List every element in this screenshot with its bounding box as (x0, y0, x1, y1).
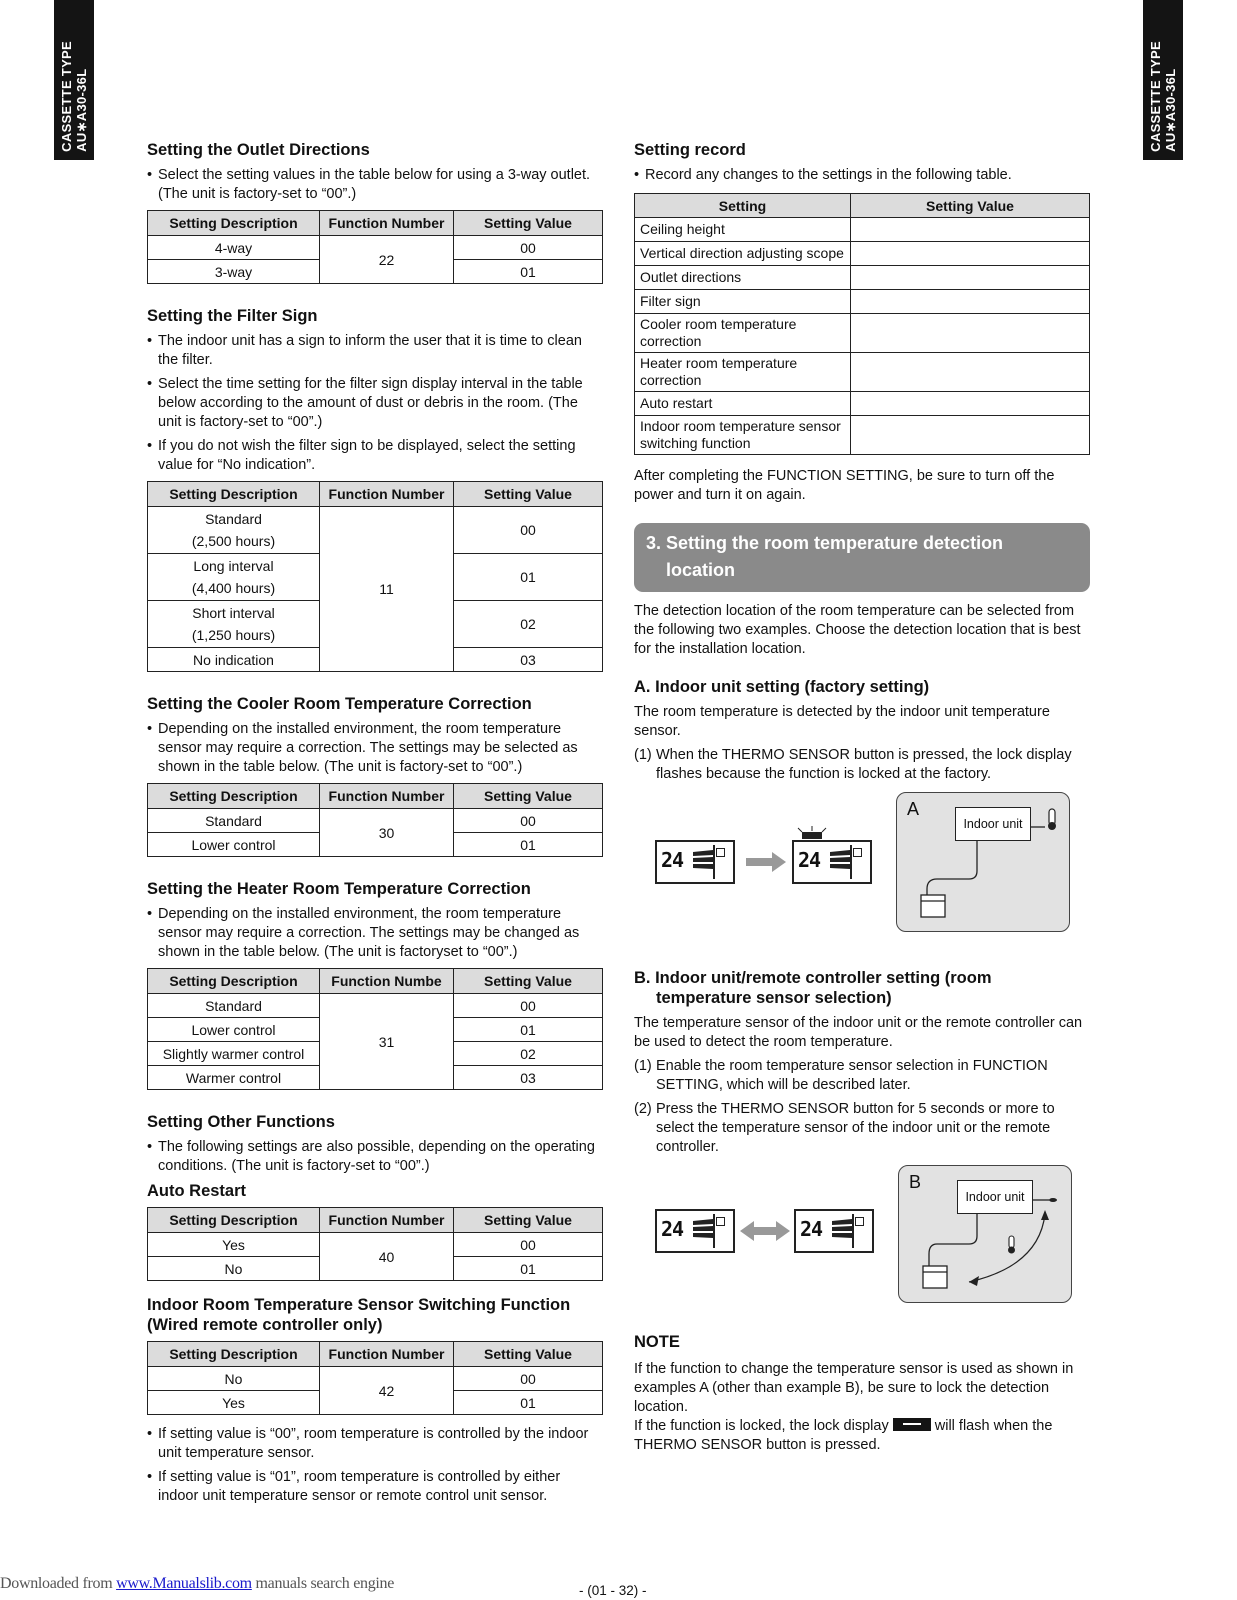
table-header: Function Numbe (320, 969, 454, 994)
arrow-both-icon (740, 1221, 790, 1241)
heater-table (147, 968, 603, 1090)
table-cell: 00 (454, 236, 603, 260)
bullet: • If setting value is “00”, room temperature is controlled by the indoor unit temperature sensor. (147, 1426, 589, 1461)
numbered-step: (1) Enable the room temperature sensor selection in FUNCTION SETTING, which will be described later. (634, 1058, 1048, 1093)
function-number: 30 (320, 809, 454, 857)
side-tab-text: CASSETTE TYPE AU∗A30-36L (1148, 41, 1178, 152)
fan-bars-icon (693, 1219, 713, 1239)
numbered-step: (2) Press the THERMO SENSOR button for 5 seconds or more to select the temperature sensor of the indoor unit or the remote controller. (634, 1101, 1055, 1155)
table-cell: 01 (454, 260, 603, 284)
table-cell: 02 (454, 1042, 603, 1066)
table-header: Function Number (320, 482, 454, 507)
section-title: Setting Other Functions (147, 1113, 335, 1131)
table-row (148, 994, 603, 1018)
table-header: Setting Value (454, 1208, 603, 1233)
fan-bars-icon (830, 850, 850, 870)
table-cell: Yes (148, 1391, 320, 1415)
table-row (635, 290, 1090, 314)
table-row (635, 416, 1090, 455)
lock-display-icon (893, 1418, 931, 1431)
remote-display-flash: 24 (794, 1209, 874, 1253)
table-cell: Indoor room temperature sensor switching function (635, 416, 851, 455)
sensor-switch-table (147, 1341, 603, 1415)
table-cell: Warmer control (148, 1066, 320, 1090)
bullet: • The following settings are also possible, depending on the operating conditions. (The unit is factory-set to “00”.) (147, 1139, 595, 1174)
table-cell: Standard (2,500 hours) (148, 507, 320, 554)
table-cell: 3-way (148, 260, 320, 284)
subsection-title: A. Indoor unit setting (factory setting) (634, 678, 930, 696)
section-title: Setting the Cooler Room Temperature Correction (147, 695, 532, 713)
wiring-icon (897, 793, 1071, 933)
cooler-table (147, 783, 603, 857)
table-cell: Standard (148, 994, 320, 1018)
bullet: • Depending on the installed environment, the room temperature sensor may require a correction. The settings may be changed as shown in the table below. (The unit is factoryset to “00”.) (147, 906, 580, 960)
table-cell: No (148, 1257, 320, 1281)
table-cell: Slightly warmer control (148, 1042, 320, 1066)
table-header: Setting Value (454, 784, 603, 809)
table-header: Function Number (320, 211, 454, 236)
right-column (634, 140, 1090, 1460)
table-cell: Standard (148, 809, 320, 833)
other-functions-section (147, 1112, 603, 1506)
table-row (148, 236, 603, 260)
function-number: 42 (320, 1367, 454, 1415)
table-header: Setting Value (454, 482, 603, 507)
table-cell: 01 (454, 833, 603, 857)
detection-location-section (634, 523, 1090, 1305)
table-header: Setting Description (148, 969, 320, 994)
table-header: Setting Description (148, 1208, 320, 1233)
table-cell: Filter sign (635, 290, 851, 314)
table-header: Setting Description (148, 482, 320, 507)
section-banner: 3. Setting the room temperature detection location (634, 523, 1090, 592)
table-cell: 00 (454, 994, 603, 1018)
table-header: Function Number (320, 784, 454, 809)
mode-icon (855, 1217, 864, 1226)
side-tab-right (1143, 0, 1183, 160)
body-text: The room temperature is detected by the indoor unit temperature sensor. (634, 704, 1050, 739)
table-cell: 03 (454, 1066, 603, 1090)
manualslib-link[interactable]: www.Manualslib.com (116, 1575, 252, 1592)
fan-bars-icon (832, 1219, 852, 1239)
table-cell: Lower control (148, 1018, 320, 1042)
remote-display: 24 (655, 840, 735, 884)
bullet: • Depending on the installed environment, the room temperature sensor may require a correction. The settings may be selected as shown in the table below. (The unit is factory-set to “00”.) (147, 721, 578, 775)
fan-bars-icon (693, 850, 713, 870)
table-cell: Cooler room temperature correction (635, 314, 851, 353)
table-row (635, 353, 1090, 392)
table-cell: 00 (454, 1233, 603, 1257)
table-header: Setting (635, 194, 851, 218)
mode-icon (716, 1217, 725, 1226)
bullet: • Record any changes to the settings in the following table. (634, 167, 1012, 183)
note-text: If the function to change the temperature sensor is used as shown in examples A (other than example B), be sure to lock the detection location. (634, 1361, 1074, 1415)
section-title: Setting the Filter Sign (147, 307, 318, 325)
record-value-cell (851, 218, 1090, 242)
body-text: The temperature sensor of the indoor unit or the remote controller can be used to detect the room temperature. (634, 1015, 1083, 1050)
subsection-title: Auto Restart (147, 1182, 247, 1200)
page-number: - (01 - 32) - (579, 1583, 647, 1598)
cooler-section (147, 694, 603, 857)
note-text: If the function is locked, the lock display will flash when the THERMO SENSOR button is pressed. (634, 1418, 1053, 1453)
table-cell: Lower control (148, 833, 320, 857)
side-tab-text: CASSETTE TYPE AU∗A30-36L (59, 41, 89, 152)
diagram-b (634, 1165, 1090, 1305)
function-number: 31 (320, 994, 454, 1090)
bullet: • Select the time setting for the filter sign display interval in the table below according to the amount of dust or debris in the room. (The unit is factory-set to “00”.) (147, 376, 583, 430)
bullet: • If you do not wish the filter sign to be displayed, select the setting value for “No indication”. (147, 438, 576, 473)
table-cell: No indication (148, 648, 320, 672)
table-cell: 00 (454, 507, 603, 554)
table-cell: Long interval (4,400 hours) (148, 554, 320, 601)
table-cell: No (148, 1367, 320, 1391)
outlet-section (147, 140, 603, 284)
table-cell: 4-way (148, 236, 320, 260)
table-header: Setting Value (851, 194, 1090, 218)
remote-display: 24 (655, 1209, 735, 1253)
table-cell: Auto restart (635, 392, 851, 416)
table-header: Setting Description (148, 211, 320, 236)
table-cell: Heater room temperature correction (635, 353, 851, 392)
function-number: 40 (320, 1233, 454, 1281)
subsection-title: Indoor Room Temperature Sensor Switching Function (Wired remote controller only) (147, 1296, 571, 1334)
function-number: 11 (320, 507, 454, 672)
table-row (635, 266, 1090, 290)
table-cell: 00 (454, 809, 603, 833)
lock-flash-icon (794, 826, 830, 844)
table-cell: 01 (454, 1391, 603, 1415)
mode-icon (716, 848, 725, 857)
record-note: After completing the FUNCTION SETTING, be sure to turn off the power and turn it on again. (634, 468, 1055, 503)
mode-icon (853, 848, 862, 857)
note-section (634, 1333, 1090, 1455)
side-tab-left (54, 0, 94, 160)
table-cell: 02 (454, 601, 603, 648)
record-value-cell (851, 353, 1090, 392)
download-footer: Downloaded from www.Manualslib.com manuals search engine (0, 1575, 395, 1592)
arrow-right-icon (746, 852, 786, 872)
indoor-unit-box: Indoor unit (955, 807, 1031, 841)
table-cell: 00 (454, 1367, 603, 1391)
bullet: • Select the setting values in the table below for using a 3-way outlet. (The unit is factory-set to “00”.) (147, 167, 591, 202)
table-cell: Short interval (1,250 hours) (148, 601, 320, 648)
table-row (635, 218, 1090, 242)
left-column (147, 140, 603, 1511)
bullet: • If setting value is “01”, room temperature is controlled by either indoor unit temperature sensor or remote control unit sensor. (147, 1469, 561, 1504)
outlet-table (147, 210, 603, 284)
section-title: Setting the Outlet Directions (147, 141, 370, 159)
auto-restart-table (147, 1207, 603, 1281)
table-row (635, 242, 1090, 266)
section-title: Setting the Heater Room Temperature Correction (147, 880, 531, 898)
table-header: Setting Value (454, 211, 603, 236)
function-number: 22 (320, 236, 454, 284)
indoor-unit-box: Indoor unit (957, 1180, 1033, 1214)
table-cell: 01 (454, 1257, 603, 1281)
table-cell: Yes (148, 1233, 320, 1257)
table-header: Function Number (320, 1208, 454, 1233)
record-value-cell (851, 266, 1090, 290)
heater-section (147, 879, 603, 1090)
table-header: Setting Value (454, 1342, 603, 1367)
record-value-cell (851, 416, 1090, 455)
table-row (635, 314, 1090, 353)
table-header: Function Number (320, 1342, 454, 1367)
setting-record-table (634, 193, 1090, 455)
table-cell: 01 (454, 554, 603, 601)
table-row (148, 1233, 603, 1257)
record-value-cell (851, 314, 1090, 353)
table-row (148, 1367, 603, 1391)
table-cell: Outlet directions (635, 266, 851, 290)
table-header: Setting Value (454, 969, 603, 994)
table-row (148, 809, 603, 833)
numbered-step: (1) When the THERMO SENSOR button is pressed, the lock display flashes because the function is locked at the factory. (634, 747, 1072, 782)
record-value-cell (851, 290, 1090, 314)
install-panel-a: A Indoor unit (896, 792, 1070, 932)
table-row (148, 507, 603, 554)
remote-display-locked: 24 (792, 840, 872, 884)
table-cell: 03 (454, 648, 603, 672)
subsection-title: B. Indoor unit/remote controller setting (room temperature sensor selection) (634, 969, 992, 1007)
filter-table (147, 481, 603, 672)
bullet: • The indoor unit has a sign to inform the user that it is time to clean the filter. (147, 333, 582, 368)
install-panel-b: B Indoor unit (898, 1165, 1072, 1303)
table-header: Setting Description (148, 784, 320, 809)
table-header: Setting Description (148, 1342, 320, 1367)
table-cell: Vertical direction adjusting scope (635, 242, 851, 266)
wiring-icon (899, 1166, 1073, 1304)
intro-text: The detection location of the room temperature can be selected from the following two examples. Choose the detection location that is best for the installation location. (634, 603, 1081, 657)
record-value-cell (851, 242, 1090, 266)
record-value-cell (851, 392, 1090, 416)
section-title: Setting record (634, 141, 746, 159)
table-cell: 01 (454, 1018, 603, 1042)
setting-record-section (634, 140, 1090, 505)
diagram-a (634, 792, 1090, 942)
filter-section (147, 306, 603, 672)
table-cell: Ceiling height (635, 218, 851, 242)
note-title: NOTE (634, 1333, 680, 1351)
table-row (635, 392, 1090, 416)
